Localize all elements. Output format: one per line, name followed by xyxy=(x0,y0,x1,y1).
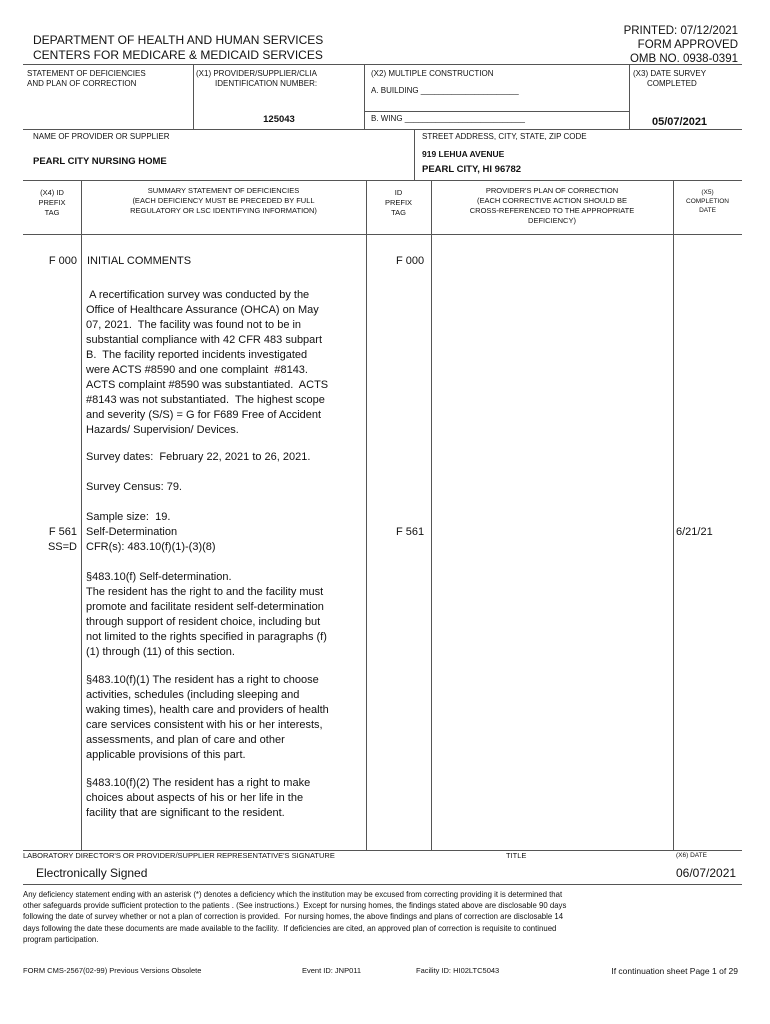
paragraph-survey-summary: A recertification survey was conducted by the Office of Healthcare Assurance (OHCA) on May 07, 2021. The facility was found not to be in substantial compliance with 42 CFR 483 subpart B. The facility reported incidents investigated were ACTS #8590 and one complaint #8143. ACTS complaint #8590 was substantiated. ACTS #8143 was not substantiated. The highest scope and severity (S/S) = G for F689 Free of Accident Hazards/ Supervision/ Devices. xyxy=(86,289,329,436)
plan-label: PROVIDER'S PLAN OF CORRECTION xyxy=(485,186,619,195)
scope-severity: SS=D xyxy=(47,541,77,553)
paragraph-right-to-choose: §483.10(f)(1) The resident has a right to choose activities, schedules (including sleeping and waking times), health care and providers of health care services consistent with his or her interests, assessments, and plan of care and other applicable provisions of this part. xyxy=(86,674,329,761)
tag-f000: F 000 xyxy=(48,255,77,267)
paragraph-survey-census: Survey Census: 79. xyxy=(86,481,182,493)
x5-date: DATE xyxy=(699,207,716,214)
x4-label: (X4) ID xyxy=(40,188,64,197)
date-label: (X6) DATE xyxy=(676,852,707,859)
multiple-construction-label: (X2) MULTIPLE CONSTRUCTION xyxy=(371,69,494,78)
city-state-zip: PEARL CITY, HI 96782 xyxy=(422,164,522,175)
x4-prefix: PREFIX xyxy=(38,198,66,207)
id-f561: F 561 xyxy=(396,526,425,538)
plan-label-4: DEFICIENCY) xyxy=(528,216,576,225)
summary-label-3: REGULATORY OR LSC IDENTIFYING INFORMATION) xyxy=(130,206,317,215)
f000-title: INITIAL COMMENTS xyxy=(87,255,192,267)
statement-label-2: AND PLAN OF CORRECTION xyxy=(27,79,137,88)
statement-label: STATEMENT OF DEFICIENCIES xyxy=(27,69,146,78)
id-tag: TAG xyxy=(391,208,406,217)
x1-label: (X1) PROVIDER/SUPPLIER/CLIA xyxy=(196,69,317,78)
id-prefix: PREFIX xyxy=(384,198,413,207)
street-address-label: STREET ADDRESS, CITY, STATE, ZIP CODE xyxy=(422,132,587,141)
signature-value: Electronically Signed xyxy=(36,866,148,880)
omb-number: OMB NO. 0938-0391 xyxy=(629,53,738,65)
paragraph-self-determination: §483.10(f) Self-determination. The resident has the right to and the facility must promote and facilitate resident self-determination through support of resident choice, including but not limited to the rights specified in paragraphs (f) (1) through (11) of this section. xyxy=(86,571,327,658)
event-id: Event ID: JNP011 xyxy=(302,966,362,975)
title-label: TITLE xyxy=(506,851,527,860)
disclaimer-text: Any deficiency statement ending with an asterisk (*) denotes a deficiency which the institution may be excused from correcting providing it is determined that other safeguards provide sufficient protection to the patients . (See instructions.) Except for nursing homes, the findings stated above are disclosable 90 days following the date of survey whether or not a plan of correction is provided. For nursing homes, the above findings and plans of correction are disclosable 14 days following the date these documents are made available to the facility. If deficiencies are cited, an approved plan of correction is requisite to continued program participation. xyxy=(23,890,567,944)
plan-label-3: CROSS-REFERENCED TO THE APPROPRIATE xyxy=(469,206,635,215)
x5-label: (X5) xyxy=(701,189,714,196)
f561-cfr: CFR(s): 483.10(f)(1)-(3)(8) xyxy=(86,541,216,553)
paragraph-survey-dates: Survey dates: February 22, 2021 to 26, 2021. xyxy=(86,451,311,463)
paragraph-right-to-make-choices: §483.10(f)(2) The resident has a right to make choices about aspects of his or her life in the facility that are significant to the resident. xyxy=(86,777,311,819)
summary-label: SUMMARY STATEMENT OF DEFICIENCIES xyxy=(147,186,300,195)
date-survey-label: (X3) DATE SURVEY xyxy=(633,69,707,78)
plan-label-2: (EACH CORRECTIVE ACTION SHOULD BE xyxy=(476,196,628,205)
paragraph-sample-size: Sample size: 19. xyxy=(86,511,171,523)
f561-completion-date: 6/21/21 xyxy=(676,526,713,538)
facility-id: Facility ID: HI02LTC5043 xyxy=(416,966,500,975)
department-name: DEPARTMENT OF HEALTH AND HUMAN SERVICES xyxy=(33,33,324,47)
id-f000: F 000 xyxy=(396,255,425,267)
wing-field: B. WING ___________________________ xyxy=(371,114,525,123)
x1-label-2: IDENTIFICATION NUMBER: xyxy=(215,79,318,88)
agency-name: CENTERS FOR MEDICARE & MEDICAID SERVICES xyxy=(33,48,323,62)
signature-date: 06/07/2021 xyxy=(676,866,737,880)
x4-tag: TAG xyxy=(44,208,60,217)
form-number: FORM CMS-2567(02-99) Previous Versions Obsolete xyxy=(23,966,202,975)
x5-completion: COMPLETION xyxy=(686,198,729,205)
building-field: A. BUILDING ______________________ xyxy=(371,86,519,95)
printed-date: PRINTED: 07/12/2021 xyxy=(623,25,738,37)
f561-title: Self-Determination xyxy=(86,526,178,538)
signature-label: LABORATORY DIRECTOR'S OR PROVIDER/SUPPLIER REPRESENTATIVE'S SIGNATURE xyxy=(23,851,335,860)
provider-id-number: 125043 xyxy=(263,114,295,125)
street-address: 919 LEHUA AVENUE xyxy=(422,149,505,159)
provider-name-label: NAME OF PROVIDER OR SUPPLIER xyxy=(33,132,170,141)
survey-completed-date: 05/07/2021 xyxy=(652,116,708,128)
tag-f561: F 561 xyxy=(48,526,77,538)
id-label: ID xyxy=(394,188,403,197)
date-survey-label-2: COMPLETED xyxy=(647,79,697,88)
summary-label-2: (EACH DEFICIENCY MUST BE PRECEDED BY FULL xyxy=(132,196,315,205)
provider-name: PEARL CITY NURSING HOME xyxy=(33,156,167,167)
form-approved: FORM APPROVED xyxy=(637,39,738,51)
page-number: If continuation sheet Page 1 of 29 xyxy=(611,966,738,976)
